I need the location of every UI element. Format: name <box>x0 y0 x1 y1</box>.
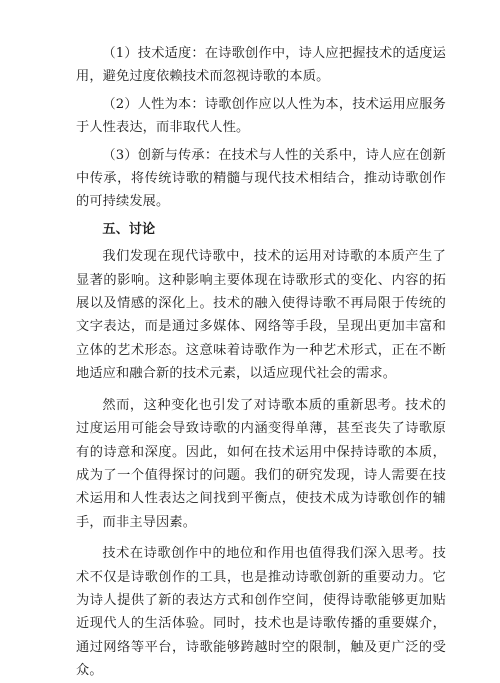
discussion-paragraph-2: 然而，这种变化也引发了对诗歌本质的重新思考。技术的过度运用可能会导致诗歌的内涵变得单薄，甚至丧失了诗歌原有的诗意和深度。因此，如何在技术运用中保持诗歌的本质，成为了一个值得探讨的问题。我们的研究发现，诗人需要在技术运用和人性表达之间找到平衡点，使技术成为诗歌创作的辅手，而非主导因素。 <box>76 397 446 530</box>
principle-item-2: （2）人性为本：诗歌创作应以人性为本，技术运用应服务于人性表达，而非取代人性。 <box>76 96 446 136</box>
principle-item-1: （1）技术适度：在诗歌创作中，诗人应把握技术的适度运用，避免过度依赖技术而忽视诗歌的本质。 <box>76 46 446 85</box>
discussion-paragraph-3: 技术在诗歌创作中的地位和作用也值得我们深入思考。技术不仅是诗歌创作的工具，也是推动诗歌创新的重要动力。它为诗人提供了新的表达方式和创作空间，使得诗歌能够更加贴近现代人的生活体验。同时，技术也是诗歌传播的重要媒介，通过网络等平台，诗歌能够跨越时空的限制，触及更广泛的受众。 <box>76 546 446 679</box>
document-page <box>76 42 446 683</box>
section-heading: 五、讨论 <box>102 221 156 237</box>
principle-item-3: （3）创新与传承：在技术与人性的关系中，诗人应在创新中传承，将传统诗歌的精髓与现代技术相结合，推动诗歌创作的可持续发展。 <box>76 147 446 210</box>
discussion-paragraph-1: 我们发现在现代诗歌中，技术的运用对诗歌的本质产生了显著的影响。这种影响主要体现在诗歌形式的变化、内容的拓展以及情感的深化上。技术的融入使得诗歌不再局限于传统的文字表达，而是通过多媒体、网络等手段，呈现出更加丰富和立体的艺术形态。这意味着诗歌作为一种艺术形式，正在不断地适应和融合新的技术元素，以适应现代社会的需求。 <box>76 249 446 382</box>
